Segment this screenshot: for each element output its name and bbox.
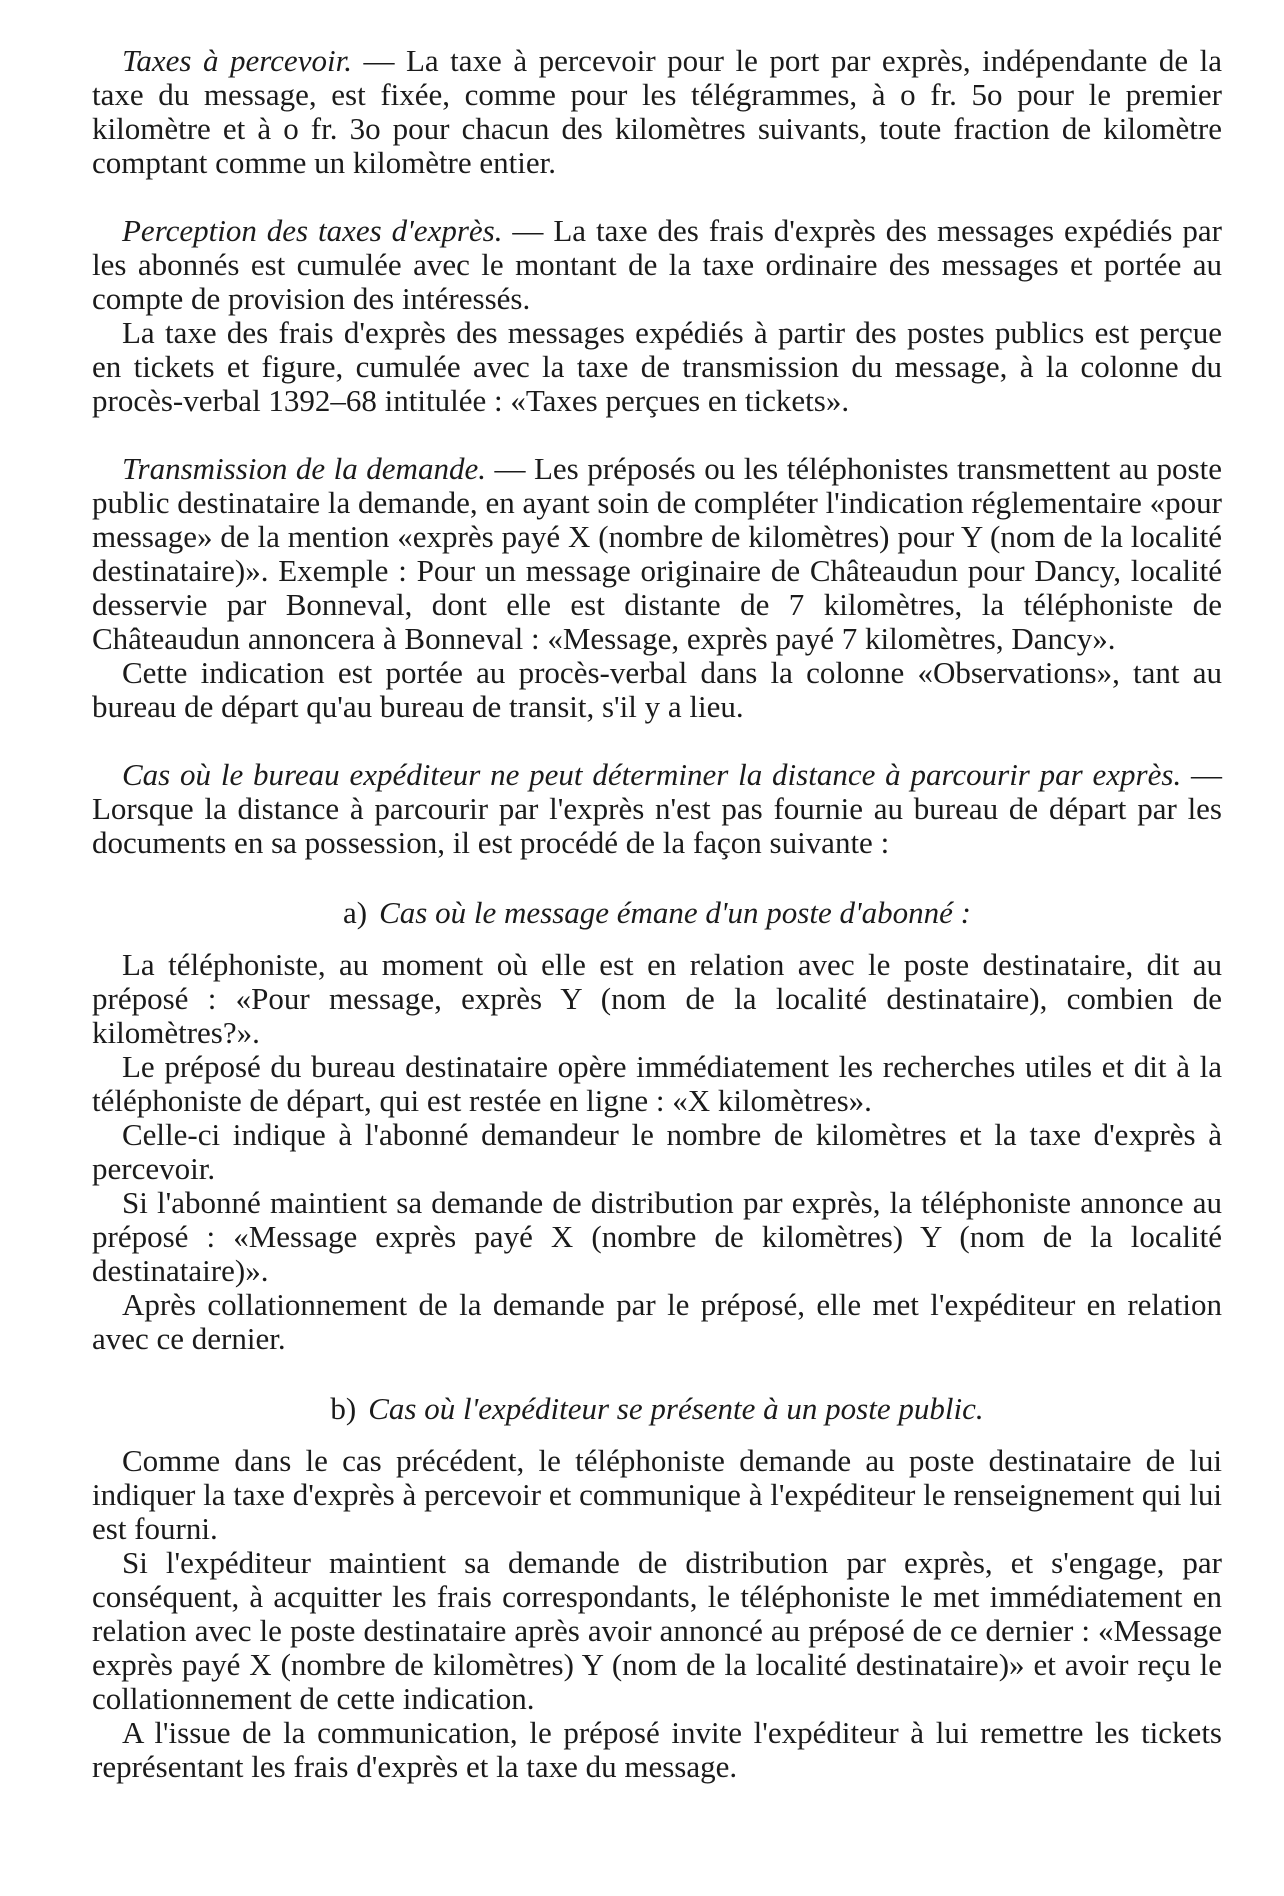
paragraph-text: Comme dans le cas précédent, le téléphoniste demande au poste destinataire de lui indiquer la taxe d'exprès à percevoir et communique à l'expéditeur le renseignement qui lui est fourni. [92, 1443, 1222, 1546]
paragraph-heading: Transmission de la demande. [122, 451, 486, 486]
paragraph-text: Le préposé du bureau destinataire opère immédiatement les recherches utiles et dit à la téléphoniste de départ, qui est restée en ligne : «X kilomètres». [92, 1049, 1222, 1118]
paragraph-postes-publics [92, 316, 1222, 418]
subheading-a [92, 896, 1222, 930]
paragraph-telephoniste-relation [92, 948, 1222, 1050]
subheading-title: Cas où le message émane d'un poste d'abonné : [379, 895, 971, 930]
paragraph-transmission-demande [92, 452, 1222, 656]
subheading-title: Cas où l'expéditeur se présente à un poste public. [368, 1391, 984, 1426]
paragraph-expediteur-maintient [92, 1546, 1222, 1716]
paragraph-text: — Lorsque la distance à parcourir par l'exprès n'est pas fournie au bureau de départ par les documents en sa possession, il est procédé de la façon suivante : [92, 757, 1223, 860]
paragraph-perception-des-taxes [92, 214, 1222, 316]
paragraph-celle-ci [92, 1118, 1222, 1186]
paragraph-comme-cas-precedent [92, 1444, 1222, 1546]
paragraph-observations [92, 656, 1222, 724]
paragraph-issue-communication [92, 1716, 1222, 1784]
paragraph-text: — La taxe à percevoir pour le port par exprès, indépendante de la taxe du message, est fixée, comme pour les télégrammes, à o fr. 5o pour le premier kilomètre et à o fr. 3o pour chacun des kilomètres suivants, toute fraction de kilomètre comptant comme un kilomètre entier. [92, 43, 1223, 180]
paragraph-heading: Cas où le bureau expéditeur ne peut déterminer la distance à parcourir par exprès. [122, 757, 1182, 792]
paragraph-prepose-recherches [92, 1050, 1222, 1118]
paragraph-taxes-a-percevoir [92, 44, 1222, 180]
paragraph-cas-distance [92, 758, 1222, 860]
paragraph-text: — Les préposés ou les téléphonistes transmettent au poste public destinataire la demande, en ayant soin de compléter l'indication réglementaire «pour message» de la mention «exprès payé X (nombre de kilomètres) pour Y (nom de la localité destinataire)». Exemple : Pour un message originaire de Châteaudun pour Dancy, localité desservie par Bonneval, dont elle est distante de 7 kilomètres, la téléphoniste de Châteaudun annoncera à Bonneval : «Message, exprès payé 7 kilomètres, Dancy». [92, 451, 1222, 656]
paragraph-collationnement [92, 1288, 1222, 1356]
paragraph-heading: Perception des taxes d'exprès. [122, 213, 503, 248]
paragraph-text: A l'issue de la communication, le préposé invite l'expéditeur à lui remettre les tickets représentant les frais d'exprès et la taxe du message. [92, 1715, 1222, 1784]
paragraph-text: Cette indication est portée au procès-verbal dans la colonne «Observations», tant au bureau de départ qu'au bureau de transit, s'il y a lieu. [92, 655, 1222, 724]
paragraph-text: La téléphoniste, au moment où elle est en relation avec le poste destinataire, dit au préposé : «Pour message, exprès Y (nom de la localité destinataire), combien de kilomètres?». [92, 947, 1222, 1050]
paragraph-abonne-maintient [92, 1186, 1222, 1288]
subheading-marker: b) [330, 1391, 357, 1426]
paragraph-text: Celle-ci indique à l'abonné demandeur le nombre de kilomètres et la taxe d'exprès à percevoir. [92, 1117, 1222, 1186]
subheading-marker: a) [343, 895, 368, 930]
document-page [92, 44, 1222, 1784]
subheading-b [92, 1392, 1222, 1426]
paragraph-text: Après collationnement de la demande par le préposé, elle met l'expéditeur en relation avec ce dernier. [92, 1287, 1222, 1356]
paragraph-text: — La taxe des frais d'exprès des messages expédiés par les abonnés est cumulée avec le montant de la taxe ordinaire des messages et portée au compte de provision des intéressés. [92, 213, 1222, 316]
paragraph-text: La taxe des frais d'exprès des messages expédiés à partir des postes publics est perçue en tickets et figure, cumulée avec la taxe de transmission du message, à la colonne du procès-verbal 1392–68 intitulée : «Taxes perçues en tickets». [92, 315, 1222, 418]
paragraph-text: Si l'expéditeur maintient sa demande de distribution par exprès, et s'engage, par conséquent, à acquitter les frais correspondants, le téléphoniste le met immédiatement en relation avec le poste destinataire après avoir annoncé au préposé de ce dernier : «Message exprès payé X (nombre de kilomètres) Y (nom de la localité destinataire)» et avoir reçu le collationnement de cette indication. [92, 1545, 1222, 1716]
paragraph-text: Si l'abonné maintient sa demande de distribution par exprès, la téléphoniste annonce au préposé : «Message exprès payé X (nombre de kilomètres) Y (nom de la localité destinataire)». [92, 1185, 1222, 1288]
paragraph-heading: Taxes à percevoir. [122, 43, 352, 78]
